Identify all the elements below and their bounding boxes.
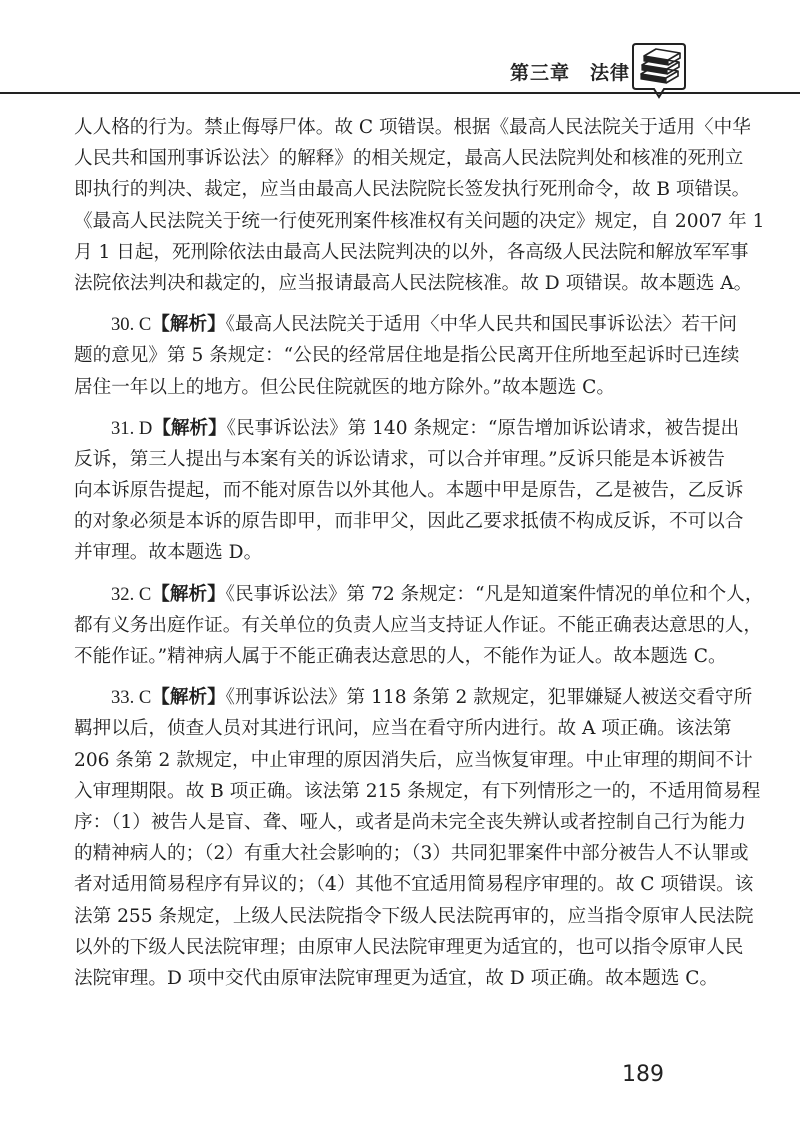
text-line: 以外的下级人民法院审理；由原审人民法院审理更为适宜的，也可以指令原审人民 [74,936,744,958]
chapter-title: 第三章 法律 [509,62,630,84]
text-line: 即执行的判决、裁定，应当由最高人民法院院长签发执行死刑命令，故 B 项错误。 [74,179,751,201]
item-number: 31. D [111,417,153,439]
text-line: 题的意见》第 5 条规定：“公民的经常居住地是指公民离开住所地至起诉时已连续 [74,345,740,367]
paragraph [74,579,764,673]
analysis-tag: 【解析】 [151,583,226,605]
page-header [0,0,800,96]
text-line: 序：（1）被告人是盲、聋、哑人，或者是尚未完全丧失辨认或者控制自己行为能力 [74,811,746,833]
text-line: 居住一年以上的地方。但公民住院就医的地方除外。”故本题选 C。 [74,376,615,398]
text-line: 都有义务出庭作证。有关单位的负责人应当支持证人作证。不能正确表达意思的人， [74,614,762,636]
book-stack-icon [630,40,688,100]
text-line: 人民共和国刑事诉讼法〉的解释》的相关规定，最高人民法院判处和核准的死刑立 [74,148,744,170]
item-number: 32. C [111,583,152,605]
line-text: 《刑事诉讼法》第 118 条第 2 款规定，犯罪嫌疑人被送交看守所 [225,687,753,709]
text-line [74,413,740,444]
header-rule [0,92,800,94]
paragraph [74,682,761,994]
analysis-tag: 【解析】 [152,417,227,439]
text-line: 不能作证。”精神病人属于不能正确表达意思的人，不能作为证人。故本题选 C。 [74,646,727,667]
text-line: 入审理期限。故 B 项正确。该法第 215 条规定，有下列情形之一的，不适用简易程 [74,780,761,802]
analysis-tag: 【解析】 [151,314,226,336]
line-text: 《民事诉讼法》第 72 条规定：“凡是知道案件情况的单位和个人， [225,583,764,605]
item-number: 33. C [111,687,152,709]
text-line [74,682,753,713]
text-line: 向本诉原告提起，而不能对原告以外其他人。本题中甲是原告，乙是被告，乙反诉 [74,480,744,502]
text-line: 法院依法判决和裁定的，应当报请最高人民法院核准。故 D 项错误。故本题选 A。 [74,272,753,294]
text-line: 法第 255 条规定，上级人民法院指令下级人民法院再审的，应当指令原审人民法院 [74,905,754,927]
text-line: 法院审理。D 项中交代由原审法院审理更为适宜，故 D 项正确。故本题选 C。 [74,967,719,989]
text-line: 的精神病人的；（2）有重大社会影响的；（3）共同犯罪案件中部分被告人不认罪或 [74,843,749,865]
text-line: 反诉，第三人提出与本案有关的诉讼请求，可以合并审理。”反诉只能是本诉被告 [74,448,725,470]
line-text: 《最高人民法院关于适用〈中华人民共和国民事诉讼法〉若干问 [225,314,738,336]
paragraph [74,112,765,299]
page-body [74,112,765,994]
item-number: 30. C [111,314,152,336]
analysis-tag: 【解析】 [151,687,226,709]
text-line: 的对象必须是本诉的原告即甲，而非甲父，因此乙要求抵债不构成反诉，不可以合 [74,511,744,533]
text-line: 人人格的行为。禁止侮辱尸体。故 C 项错误。根据《最高人民法院关于适用〈中华 [74,117,751,138]
text-line: 《最高人民法院关于统一行使死刑案件核准权有关问题的决定》规定，自 2007 年 1 [74,210,765,232]
text-line: 并审理。故本题选 D。 [74,542,263,564]
text-line: 者对适用简易程序有异议的；（4）其他不宜适用简易程序审理的。故 C 项错误。该 [74,874,754,896]
text-line: 羁押以后，侦查人员对其进行讯问，应当在看守所内进行。故 A 项正确。该法第 [74,718,732,740]
text-line: 206 条第 2 款规定，中止审理的原因消失后，应当恢复审理。中止审理的期间不计 [74,749,753,771]
text-line [74,309,738,340]
paragraph [74,309,740,403]
page-number: 189 [622,1062,664,1087]
paragraph [74,413,744,569]
text-line: 月 1 日起，死刑除依法由最高人民法院判决的以外，各高级人民法院和解放军军事 [74,241,749,263]
text-line [74,579,764,610]
line-text: 《民事诉讼法》第 140 条规定：“原告增加诉讼请求，被告提出 [226,417,740,439]
